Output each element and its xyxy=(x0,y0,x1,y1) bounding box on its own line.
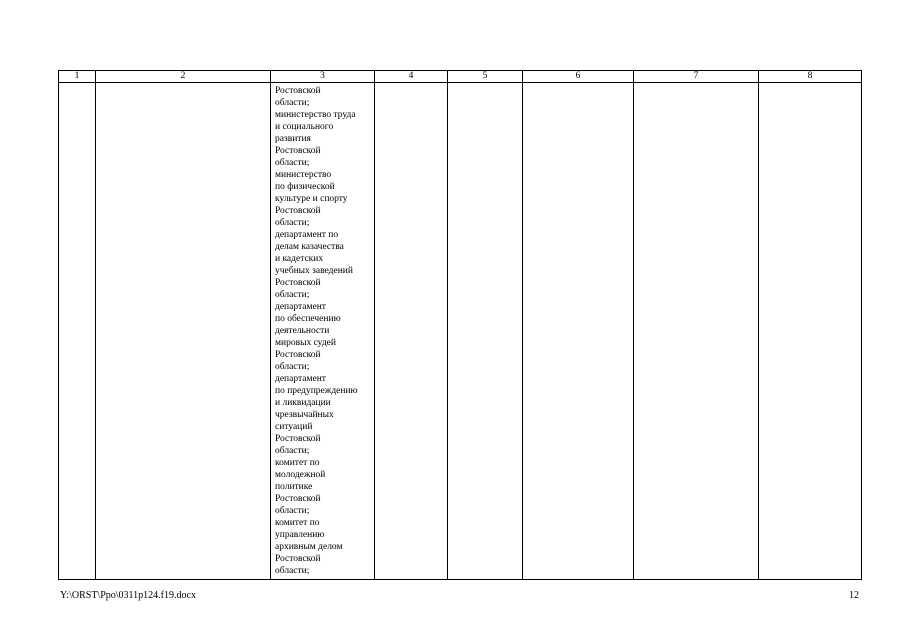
agency-list-line: Ростовской xyxy=(275,86,321,96)
column-header-7: 7 xyxy=(634,71,759,83)
agency-list-line: области; xyxy=(275,158,310,168)
table-header-row xyxy=(59,71,862,83)
column-header-5: 5 xyxy=(448,71,523,83)
agency-list-line: и ликвидации xyxy=(275,398,331,408)
table-cell-col5 xyxy=(448,83,523,580)
agency-list-line: Ростовской xyxy=(275,350,321,360)
agency-list-line: по физической xyxy=(275,182,335,192)
agency-list-line: культуре и спорту xyxy=(275,194,348,204)
document-table xyxy=(58,70,862,580)
agency-list-line: области; xyxy=(275,566,310,576)
agency-list-line: области; xyxy=(275,506,310,516)
column-header-6: 6 xyxy=(523,71,634,83)
agency-list-line: мировых судей xyxy=(275,338,336,348)
table-cell-col8 xyxy=(759,83,862,580)
agency-list-line: Ростовской xyxy=(275,146,321,156)
agency-list-line: по обеспечению xyxy=(275,314,341,324)
footer-file-path: Y:\ORST\Ppo\0311p124.f19.docx xyxy=(60,590,196,601)
table-cell-col2 xyxy=(96,83,271,580)
agency-list-line: Ростовской xyxy=(275,434,321,444)
column-header-1: 1 xyxy=(59,71,96,83)
agency-list-line: Ростовской xyxy=(275,494,321,504)
agency-list-line: чрезвычайных xyxy=(275,410,334,420)
column-header-4: 4 xyxy=(375,71,448,83)
agency-list-line: ситуаций xyxy=(275,422,313,432)
agency-list-line: архивным делом xyxy=(275,542,343,552)
page-number: 12 xyxy=(849,590,859,601)
agency-list xyxy=(271,83,374,577)
table-row xyxy=(59,83,862,580)
column-header-3: 3 xyxy=(271,71,375,83)
agency-list-line: комитет по xyxy=(275,458,320,468)
agency-list-line: области; xyxy=(275,446,310,456)
agency-list-line: и социального xyxy=(275,122,334,132)
agency-list-line: комитет по xyxy=(275,518,320,528)
agency-list-line: области; xyxy=(275,98,310,108)
agency-list-line: Ростовской xyxy=(275,278,321,288)
agency-list-line: области; xyxy=(275,218,310,228)
agency-list-line: развития xyxy=(275,134,311,144)
agency-list-line: по предупреждению xyxy=(275,386,358,396)
table-cell-col7 xyxy=(634,83,759,580)
column-header-8: 8 xyxy=(759,71,862,83)
agency-list-line: министерство xyxy=(275,170,332,180)
table-cell-col3 xyxy=(271,83,375,580)
agency-list-line: и кадетских xyxy=(275,254,324,264)
table-cell-col4 xyxy=(375,83,448,580)
agency-list-line: департамент xyxy=(275,374,326,384)
column-header-2: 2 xyxy=(96,71,271,83)
agency-list-line: министерство труда xyxy=(275,110,356,120)
agency-list-line: области; xyxy=(275,362,310,372)
agency-list-line: Ростовской xyxy=(275,554,321,564)
agency-list-line: управлению xyxy=(275,530,325,540)
table-cell-col6 xyxy=(523,83,634,580)
table-cell-col1 xyxy=(59,83,96,580)
agency-list-line: деятельности xyxy=(275,326,330,336)
agency-list-line: молодежной xyxy=(275,470,326,480)
agency-list-line: области; xyxy=(275,290,310,300)
agency-list-line: учебных заведений xyxy=(275,266,353,276)
agency-list-line: департамент xyxy=(275,302,326,312)
agency-list-line: Ростовской xyxy=(275,206,321,216)
agency-list-line: политике xyxy=(275,482,313,492)
agency-list-line: делам казачества xyxy=(275,242,344,252)
agency-list-line: департамент по xyxy=(275,230,339,240)
